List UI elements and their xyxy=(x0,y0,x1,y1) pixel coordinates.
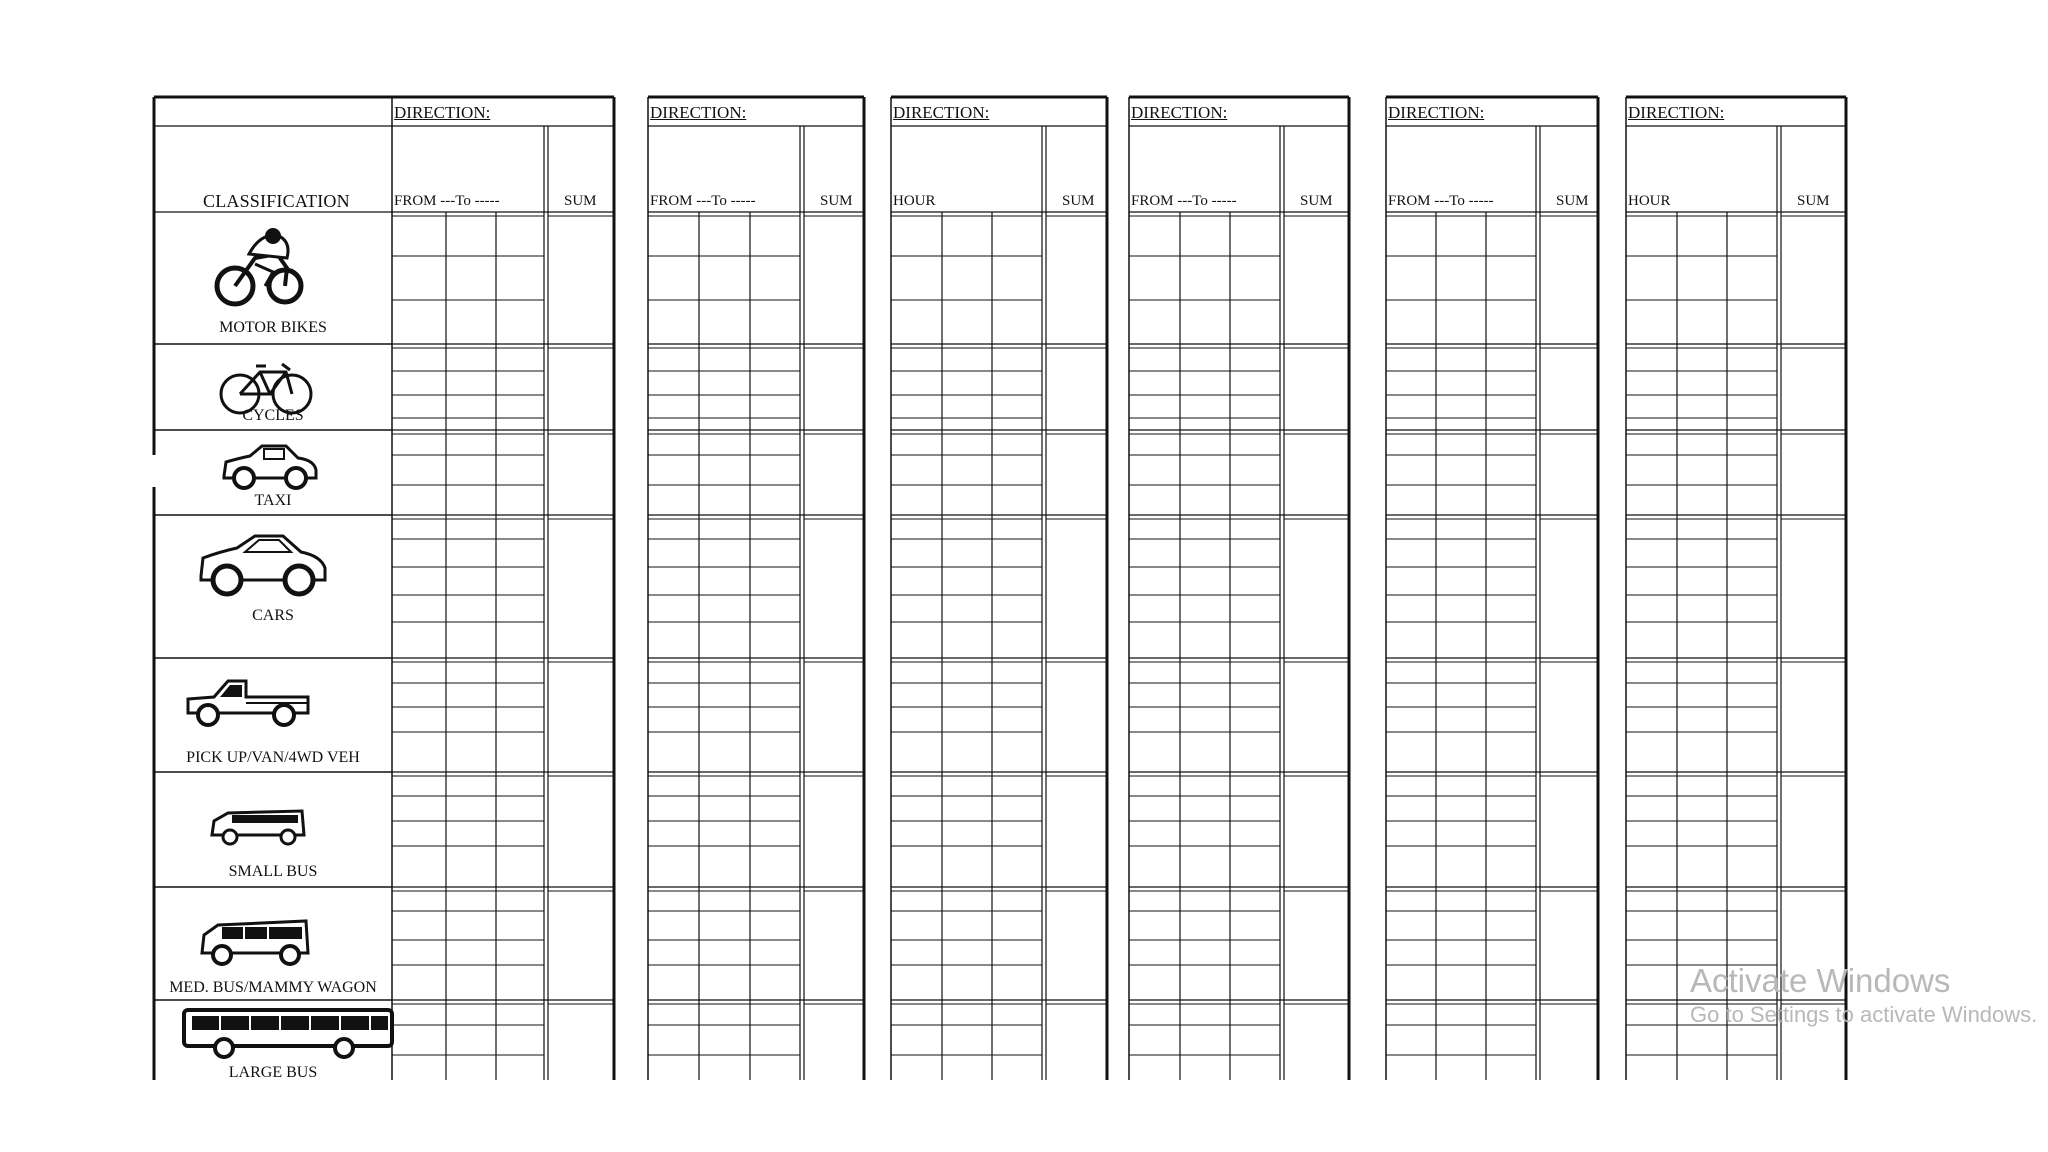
sum-label: SUM xyxy=(1556,193,1589,209)
direction-label: DIRECTION: xyxy=(1628,103,1725,122)
vehicle-class-label: PICK UP/VAN/4WD VEH xyxy=(186,749,360,766)
hour-label: HOUR xyxy=(893,193,936,209)
from-to-label: FROM ---To ----- xyxy=(650,193,756,209)
vehicle-class-label: CYCLES xyxy=(242,407,304,424)
windows-activation-watermark xyxy=(1690,961,2038,1031)
sum-label: SUM xyxy=(1797,193,1830,209)
watermark-title: Activate Windows xyxy=(1690,962,1951,999)
hour-label: HOUR xyxy=(1628,193,1671,209)
direction-label: DIRECTION: xyxy=(394,103,491,122)
direction-label: DIRECTION: xyxy=(650,103,747,122)
direction-label: DIRECTION: xyxy=(1131,103,1228,122)
vehicle-class-label: MOTOR BIKES xyxy=(219,319,327,336)
classification-header: CLASSIFICATION xyxy=(203,191,350,211)
watermark-subtitle: Go to Settings to activate Windows. xyxy=(1690,1002,2038,1027)
sum-label: SUM xyxy=(564,193,597,209)
vehicle-class-label: LARGE BUS xyxy=(228,1064,318,1081)
direction-label: DIRECTION: xyxy=(1388,103,1485,122)
from-to-label: FROM ---To ----- xyxy=(1388,193,1494,209)
from-to-label: FROM ---To ----- xyxy=(1131,193,1237,209)
vehicle-class-label: TAXI xyxy=(254,492,292,509)
vehicle-class-label: MED. BUS/MAMMY WAGON xyxy=(169,979,377,996)
sum-label: SUM xyxy=(820,193,853,209)
sum-label: SUM xyxy=(1062,193,1095,209)
vehicle-class-label: CARS xyxy=(252,607,294,624)
direction-label: DIRECTION: xyxy=(893,103,990,122)
vehicle-class-label: SMALL BUS xyxy=(228,863,318,880)
from-to-label: FROM ---To ----- xyxy=(394,193,500,209)
sum-label: SUM xyxy=(1300,193,1333,209)
